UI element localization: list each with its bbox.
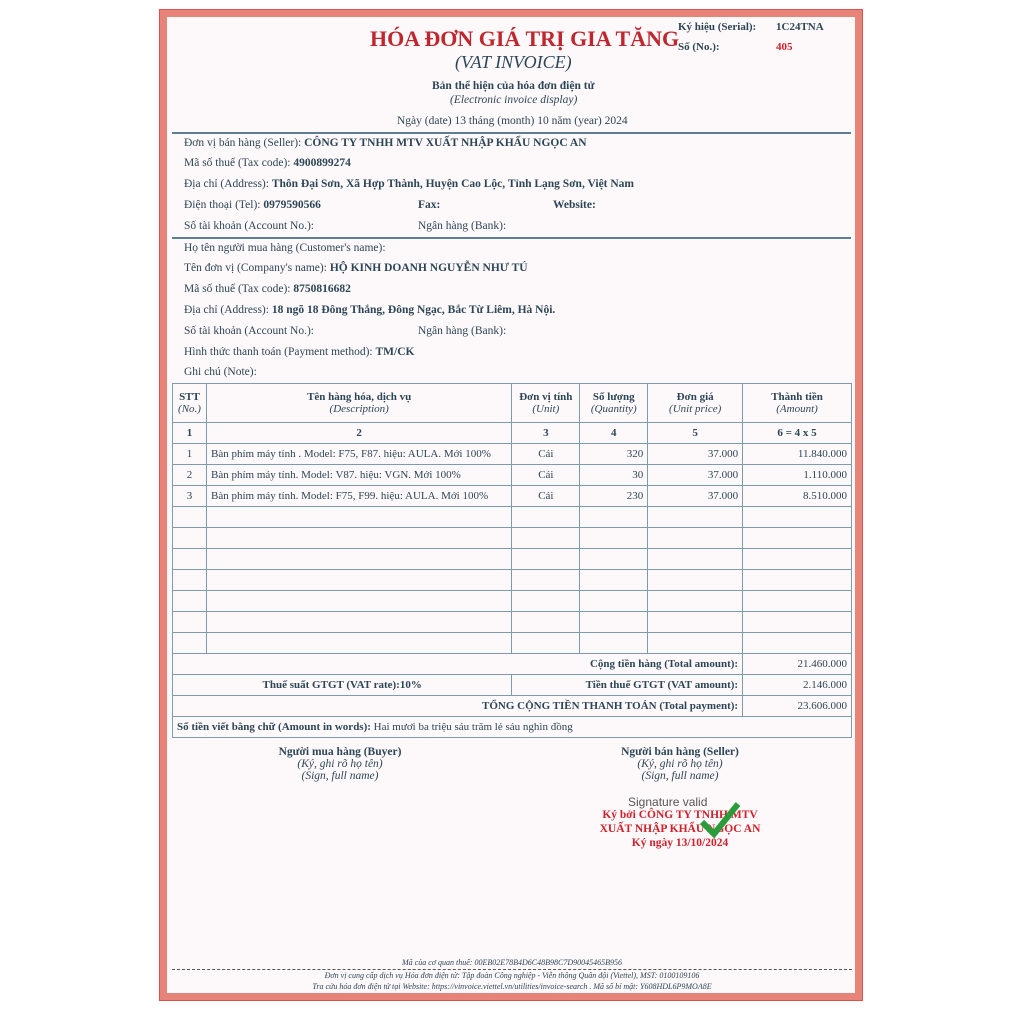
display-label: Bản thể hiện của hóa đơn điện tử bbox=[432, 80, 595, 92]
payment-method: Hình thức thanh toán (Payment method): TM/CK bbox=[184, 346, 415, 358]
column-number: 3 bbox=[512, 423, 580, 444]
empty-row bbox=[173, 528, 852, 549]
number-value: 405 bbox=[776, 41, 793, 53]
seller-tax: Mã số thuế (Tax code): 4900899274 bbox=[184, 157, 351, 169]
table-cell: 1 bbox=[173, 444, 207, 465]
total-row: Cộng tiền hàng (Total amount): 21.460.000 bbox=[173, 654, 852, 675]
table-cell: 320 bbox=[580, 444, 648, 465]
table-row bbox=[173, 465, 852, 486]
seller-name: Đơn vị bán hàng (Seller): CÔNG TY TNHH MTV XUẤT NHẬP KHẨU NGỌC AN bbox=[184, 137, 587, 149]
table-cell: 11.840.000 bbox=[743, 444, 852, 465]
tax-authority-code: Mã của cơ quan thuế: 00EB02E78B4D6C48B98C7D90045465B956 bbox=[401, 958, 623, 967]
seller-tel: Điện thoại (Tel): 0979590566 bbox=[184, 199, 321, 211]
buyer-account: Số tài khoản (Account No.): bbox=[184, 325, 314, 337]
provider-info: Đơn vị cung cấp dịch vụ Hóa đơn điện tử: Tập đoàn Công nghiệp - Viễn thông Quân đội (Viettel), MST: 0100109106 bbox=[324, 971, 700, 980]
column-number: 1 bbox=[173, 423, 207, 444]
seller-sign: Người bán hàng (Seller) (Ký, ghi rõ họ tên) (Sign, full name) bbox=[621, 746, 739, 782]
table-cell: 37.000 bbox=[648, 465, 743, 486]
empty-row bbox=[173, 570, 852, 591]
empty-row bbox=[173, 507, 852, 528]
invoice-date: Ngày (date) 13 tháng (month) 10 năm (year) 2024 bbox=[397, 115, 628, 127]
column-number: 5 bbox=[648, 423, 743, 444]
vat-row: Thuế suất GTGT (VAT rate):10% Tiền thuế GTGT (VAT amount): 2.146.000 bbox=[173, 675, 852, 696]
empty-row bbox=[173, 591, 852, 612]
table-cell: 30 bbox=[580, 465, 648, 486]
table-cell: Cái bbox=[512, 465, 580, 486]
column-header: Tên hàng hóa, dịch vụ (Description) bbox=[206, 384, 511, 423]
number-label: Số (No.): bbox=[678, 41, 720, 53]
buyer-sign: Người mua hàng (Buyer) (Ký, ghi rõ họ tên) (Sign, full name) bbox=[278, 746, 402, 782]
footer-divider bbox=[172, 969, 852, 970]
column-header: Số lượng (Quantity) bbox=[580, 384, 648, 423]
invoice-title: HÓA ĐƠN GIÁ TRỊ GIA TĂNG bbox=[370, 26, 680, 51]
grand-total-row: TỔNG CỘNG TIỀN THANH TOÁN (Total payment): 23.606.000 bbox=[173, 696, 852, 717]
table-cell: Bàn phím máy tính. Model: V87. hiệu: VGN. Mới 100% bbox=[206, 465, 511, 486]
empty-row bbox=[173, 549, 852, 570]
divider bbox=[172, 237, 851, 239]
seller-account: Số tài khoản (Account No.): bbox=[184, 220, 314, 232]
serial-value: 1C24TNA bbox=[776, 21, 824, 33]
column-number-row bbox=[173, 423, 852, 444]
buyer-address: Địa chỉ (Address): 18 ngõ 18 Đông Thắng, Đông Ngạc, Bắc Từ Liêm, Hà Nội. bbox=[184, 304, 556, 316]
invoice-subtitle: (VAT INVOICE) bbox=[455, 52, 572, 72]
note: Ghi chú (Note): bbox=[184, 366, 257, 378]
amount-words-row: Số tiền viết bằng chữ (Amount in words): Hai mươi ba triệu sáu trăm lẻ sáu nghìn đồng bbox=[173, 717, 852, 738]
table-row bbox=[173, 444, 852, 465]
seller-bank: Ngân hàng (Bank): bbox=[418, 220, 507, 232]
seller-address: Địa chỉ (Address): Thôn Đại Sơn, Xã Hợp Thành, Huyện Cao Lộc, Tỉnh Lạng Sơn, Việt Nam bbox=[184, 178, 635, 190]
column-header: Thành tiền (Amount) bbox=[743, 384, 852, 423]
signature-valid: Signature valid bbox=[628, 795, 708, 809]
column-number: 4 bbox=[580, 423, 648, 444]
table-cell: Cái bbox=[512, 486, 580, 507]
column-header: Đơn giá (Unit price) bbox=[648, 384, 743, 423]
empty-row bbox=[173, 633, 852, 654]
table-cell: 37.000 bbox=[648, 486, 743, 507]
column-header: Đơn vị tính (Unit) bbox=[512, 384, 580, 423]
column-header: STT (No.) bbox=[173, 384, 207, 423]
table-cell: Bàn phím máy tính. Model: F75, F99. hiệu: AULA. Mới 100% bbox=[206, 486, 511, 507]
checkmark-icon bbox=[698, 800, 742, 840]
table-cell: Bàn phím máy tính . Model: F75, F87. hiệu: AULA. Mới 100% bbox=[206, 444, 511, 465]
digital-signature: Ký bởi CÔNG TY TNHH MTV XUẤT NHẬP KHẨU NGỌC AN Ký ngày 13/10/2024 bbox=[599, 809, 761, 849]
buyer-company: Tên đơn vị (Company's name): HỘ KINH DOANH NGUYỄN NHƯ TÚ bbox=[184, 262, 528, 274]
table-cell: 1.110.000 bbox=[743, 465, 852, 486]
seller-fax: Fax: bbox=[418, 199, 441, 211]
empty-row bbox=[173, 612, 852, 633]
seller-website: Website: bbox=[553, 199, 596, 211]
items-table bbox=[172, 383, 852, 738]
table-cell: Cái bbox=[512, 444, 580, 465]
table-cell: 8.510.000 bbox=[743, 486, 852, 507]
column-number: 2 bbox=[206, 423, 511, 444]
table-cell: 230 bbox=[580, 486, 648, 507]
buyer-bank: Ngân hàng (Bank): bbox=[418, 325, 507, 337]
column-number: 6 = 4 x 5 bbox=[743, 423, 852, 444]
buyer-tax: Mã số thuế (Tax code): 8750816682 bbox=[184, 283, 351, 295]
serial-label: Ký hiệu (Serial): bbox=[678, 21, 757, 33]
table-cell: 37.000 bbox=[648, 444, 743, 465]
table-cell: 3 bbox=[173, 486, 207, 507]
table-row bbox=[173, 486, 852, 507]
buyer-customer: Họ tên người mua hàng (Customer's name): bbox=[184, 242, 386, 254]
display-label-en: (Electronic invoice display) bbox=[450, 94, 578, 106]
header-row bbox=[173, 384, 852, 423]
lookup-info: Tra cứu hóa đơn điện tử tại Website: https://vinvoice.viettel.vn/utilities/invoice-search . Mã số bí mật: Y608HDL6P9MOA8E bbox=[312, 982, 712, 991]
divider bbox=[172, 132, 851, 134]
table-cell: 2 bbox=[173, 465, 207, 486]
